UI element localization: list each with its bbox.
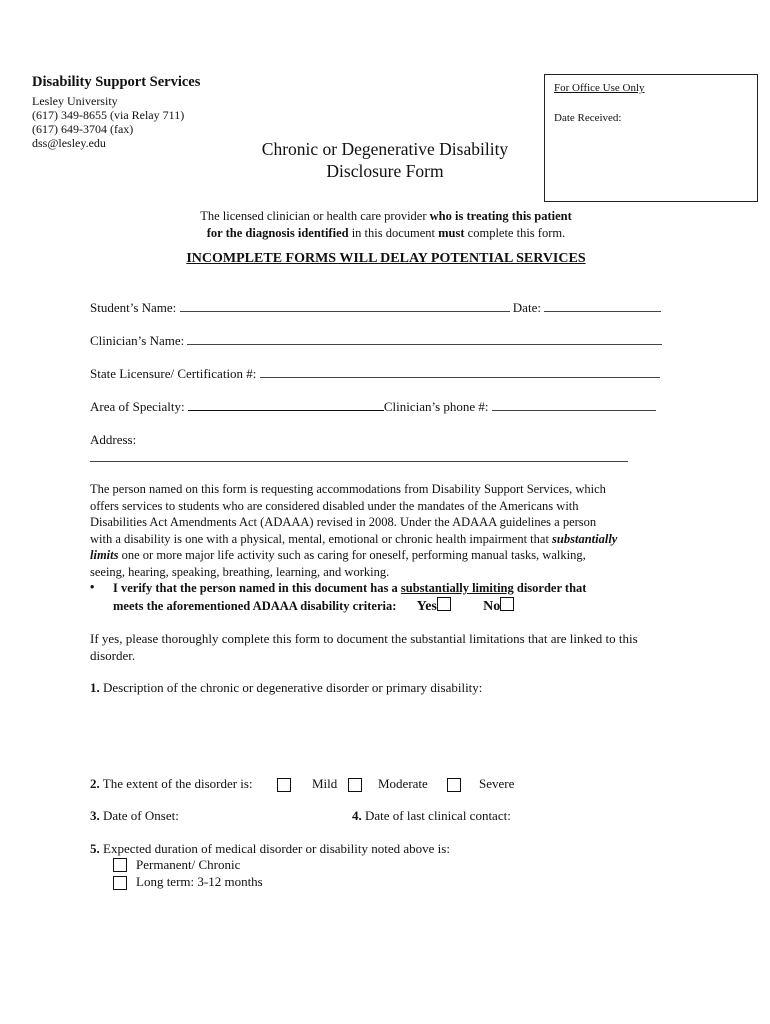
incomplete-forms-warning: INCOMPLETE FORMS WILL DELAY POTENTIAL SERVICES [186, 251, 586, 266]
student-name-label: Student’s Name: [90, 300, 177, 315]
adaaa-paragraph: The person named on this form is requesting accommodations from Disability Support Services, which offers services to students who are considered disabled under the mandates of the Americans with Disabilities Act Amendments Act (ADAAA) revised in 2008. Under the ADAAA guidelines a person with a disability is one with a physical, mental, emotional or chronic health impairment that substantially limits one or more major life activity such as caring for oneself, performing manual tasks, walking, seeing, hearing, speaking, breathing, learning, and working. [90, 482, 618, 579]
email-address: dss@lesley.edu [32, 136, 106, 150]
student-name-field[interactable] [180, 300, 510, 312]
clinician-name-label: Clinician’s Name: [90, 333, 185, 348]
long-term-label: Long term: 3-12 months [136, 874, 263, 889]
date-label: Date: [512, 300, 541, 315]
date-received-label: Date Received: [554, 112, 622, 124]
mild-label: Mild [312, 776, 338, 791]
fax-number: (617) 649-3704 (fax) [32, 122, 134, 136]
specialty-label: Area of Specialty: [90, 399, 185, 414]
verify-statement: I verify that the person named in this document has a substantially limiting disorder that meets the aforementioned ADAAA disability criteria: Yes No [113, 581, 587, 614]
specialty-field[interactable] [188, 399, 384, 411]
permanent-label: Permanent/ Chronic [136, 857, 241, 872]
no-checkbox[interactable] [500, 597, 514, 611]
yes-label: Yes [416, 599, 437, 614]
yes-checkbox[interactable] [437, 597, 451, 611]
permanent-checkbox[interactable] [113, 858, 127, 872]
address-label: Address: [90, 432, 137, 447]
phone-relay: (617) 349-8655 (via Relay 711) [32, 108, 185, 122]
question-5: 5. Expected duration of medical disorder or disability noted above is: [90, 841, 450, 856]
intro-line2: for the diagnosis identified in this document must complete this form. [206, 226, 566, 240]
licensure-row [90, 366, 660, 382]
severe-checkbox[interactable] [447, 778, 461, 792]
licensure-label: State Licensure/ Certification #: [90, 366, 257, 381]
form-title-line2: Disclosure Form [326, 161, 444, 181]
question-4: 4. Date of last clinical contact: [352, 808, 511, 823]
if-yes-instructions: If yes, please thoroughly complete this form to document the substantial limitations that are linked to this disorder. [90, 631, 638, 663]
student-name-row [90, 300, 661, 316]
form-title-line1: Chronic or Degenerative Disability [261, 139, 509, 159]
address-field[interactable] [90, 461, 628, 462]
university-name: Lesley University [32, 94, 118, 108]
moderate-checkbox[interactable] [348, 778, 362, 792]
no-label: No [483, 599, 501, 614]
long-term-checkbox[interactable] [113, 876, 127, 890]
severe-label: Severe [479, 776, 515, 791]
moderate-label: Moderate [378, 776, 428, 791]
question-2: 2. The extent of the disorder is: [90, 776, 253, 791]
question-1: 1. Description of the chronic or degenerative disorder or primary disability: [90, 680, 483, 695]
clinician-phone-label: Clinician’s phone #: [383, 399, 489, 414]
mild-checkbox[interactable] [277, 778, 291, 792]
intro-line1: The licensed clinician or health care provider who is treating this patient [200, 209, 572, 223]
office-use-box [544, 74, 758, 202]
date-field[interactable] [544, 300, 661, 312]
org-name: Disability Support Services [32, 74, 201, 90]
question-3: 3. Date of Onset: [90, 808, 179, 823]
specialty-row [90, 399, 656, 415]
bullet-icon: • [90, 580, 95, 594]
office-use-title: For Office Use Only [554, 82, 645, 94]
clinician-name-row [90, 333, 662, 349]
licensure-field[interactable] [260, 366, 660, 378]
clinician-phone-field[interactable] [492, 399, 656, 411]
clinician-name-field[interactable] [187, 333, 662, 345]
